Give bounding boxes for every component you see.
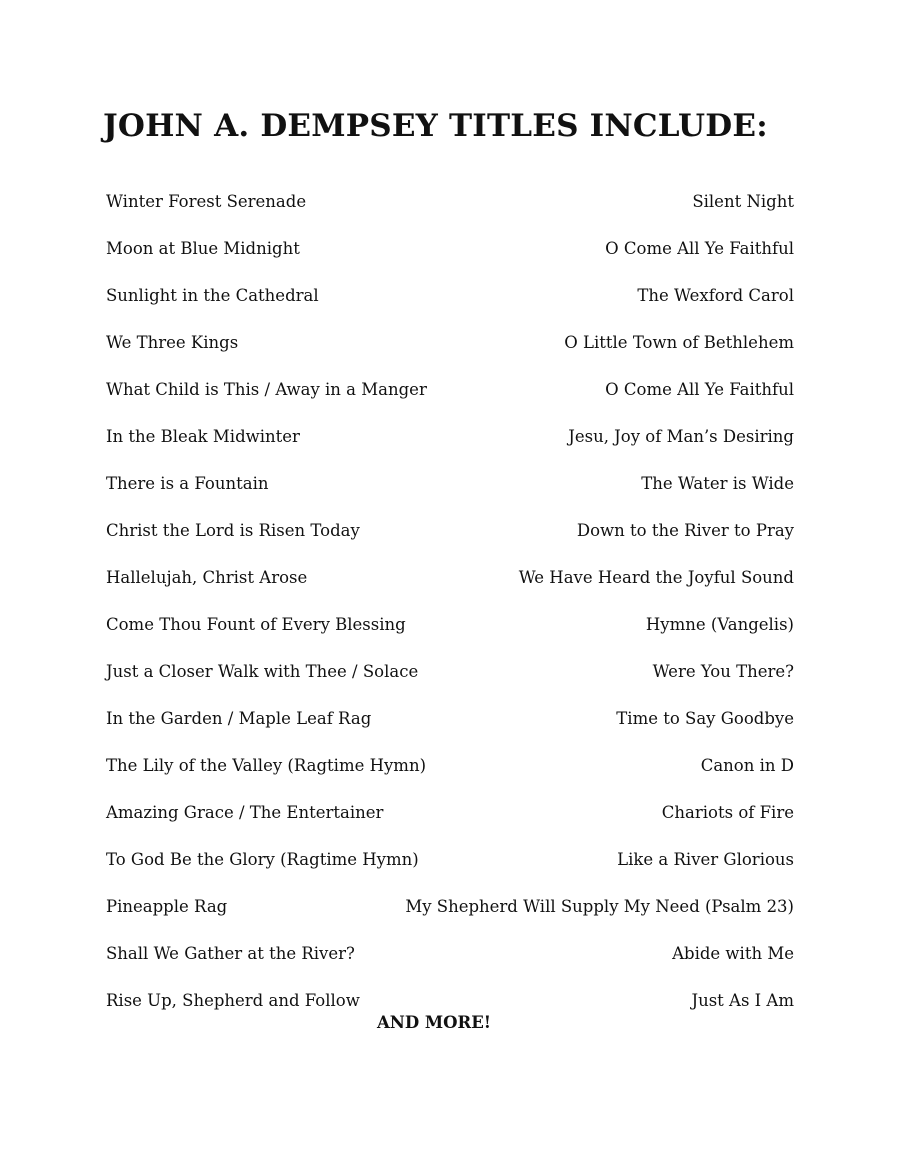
titles-list: [106, 188, 794, 1034]
list-item: [106, 940, 794, 987]
list-item: [106, 799, 794, 846]
right-title: Chariots of Fire: [661, 803, 794, 822]
right-title: Like a River Glorious: [617, 850, 794, 869]
list-item: [106, 470, 794, 517]
right-title: O Come All Ye Faithful: [605, 380, 794, 399]
left-title: In the Bleak Midwinter: [106, 427, 300, 446]
left-title: Winter Forest Serenade: [106, 192, 307, 211]
right-title: Down to the River to Pray: [576, 521, 794, 540]
left-title: Pineapple Rag: [106, 897, 228, 916]
list-item: [106, 658, 794, 705]
right-title: Hymne (Vangelis): [645, 615, 794, 634]
list-item: [106, 564, 794, 611]
list-item: [106, 611, 794, 658]
right-title: Abide with Me: [672, 944, 794, 963]
left-title: Sunlight in the Cathedral: [106, 286, 319, 305]
left-title: Hallelujah, Christ Arose: [106, 568, 308, 587]
list-item: [106, 846, 794, 893]
right-title: The Water is Wide: [641, 474, 794, 493]
right-title: Canon in D: [700, 756, 794, 775]
list-item: [106, 752, 794, 799]
right-title: Jesu, Joy of Man’s Desiring: [568, 427, 794, 446]
left-title: There is a Fountain: [106, 474, 269, 493]
page-title: JOHN A. DEMPSEY TITLES INCLUDE:: [103, 108, 768, 144]
list-item: [106, 517, 794, 564]
left-title: To God Be the Glory (Ragtime Hymn): [106, 850, 419, 869]
left-title: Rise Up, Shepherd and Follow: [106, 991, 360, 1010]
right-title: The Wexford Carol: [637, 286, 794, 305]
right-title: O Come All Ye Faithful: [605, 239, 794, 258]
left-title: Come Thou Fount of Every Blessing: [106, 615, 406, 634]
right-title: Silent Night: [692, 192, 794, 211]
and-more-note: AND MORE!: [376, 1013, 492, 1032]
right-title: Just As I Am: [691, 991, 794, 1010]
list-item: [106, 376, 794, 423]
right-title: Time to Say Goodbye: [616, 709, 794, 728]
left-title: What Child is This / Away in a Manger: [106, 380, 427, 399]
left-title: Christ the Lord is Risen Today: [106, 521, 360, 540]
right-title: My Shepherd Will Supply My Need (Psalm 23): [405, 897, 794, 916]
list-item: [106, 235, 794, 282]
left-title: In the Garden / Maple Leaf Rag: [106, 709, 372, 728]
list-item: [106, 705, 794, 752]
list-item: [106, 329, 794, 376]
right-title: We Have Heard the Joyful Sound: [518, 568, 794, 587]
list-item: [106, 188, 794, 235]
list-item: [106, 423, 794, 470]
right-title: Were You There?: [652, 662, 794, 681]
left-title: We Three Kings: [106, 333, 239, 352]
left-title: Just a Closer Walk with Thee / Solace: [106, 662, 419, 681]
left-title: Moon at Blue Midnight: [106, 239, 300, 258]
list-item: [106, 282, 794, 329]
list-item: [106, 893, 794, 940]
left-title: Amazing Grace / The Entertainer: [106, 803, 384, 822]
left-title: The Lily of the Valley (Ragtime Hymn): [106, 756, 427, 775]
left-title: Shall We Gather at the River?: [106, 944, 355, 963]
right-title: O Little Town of Bethlehem: [564, 333, 794, 352]
